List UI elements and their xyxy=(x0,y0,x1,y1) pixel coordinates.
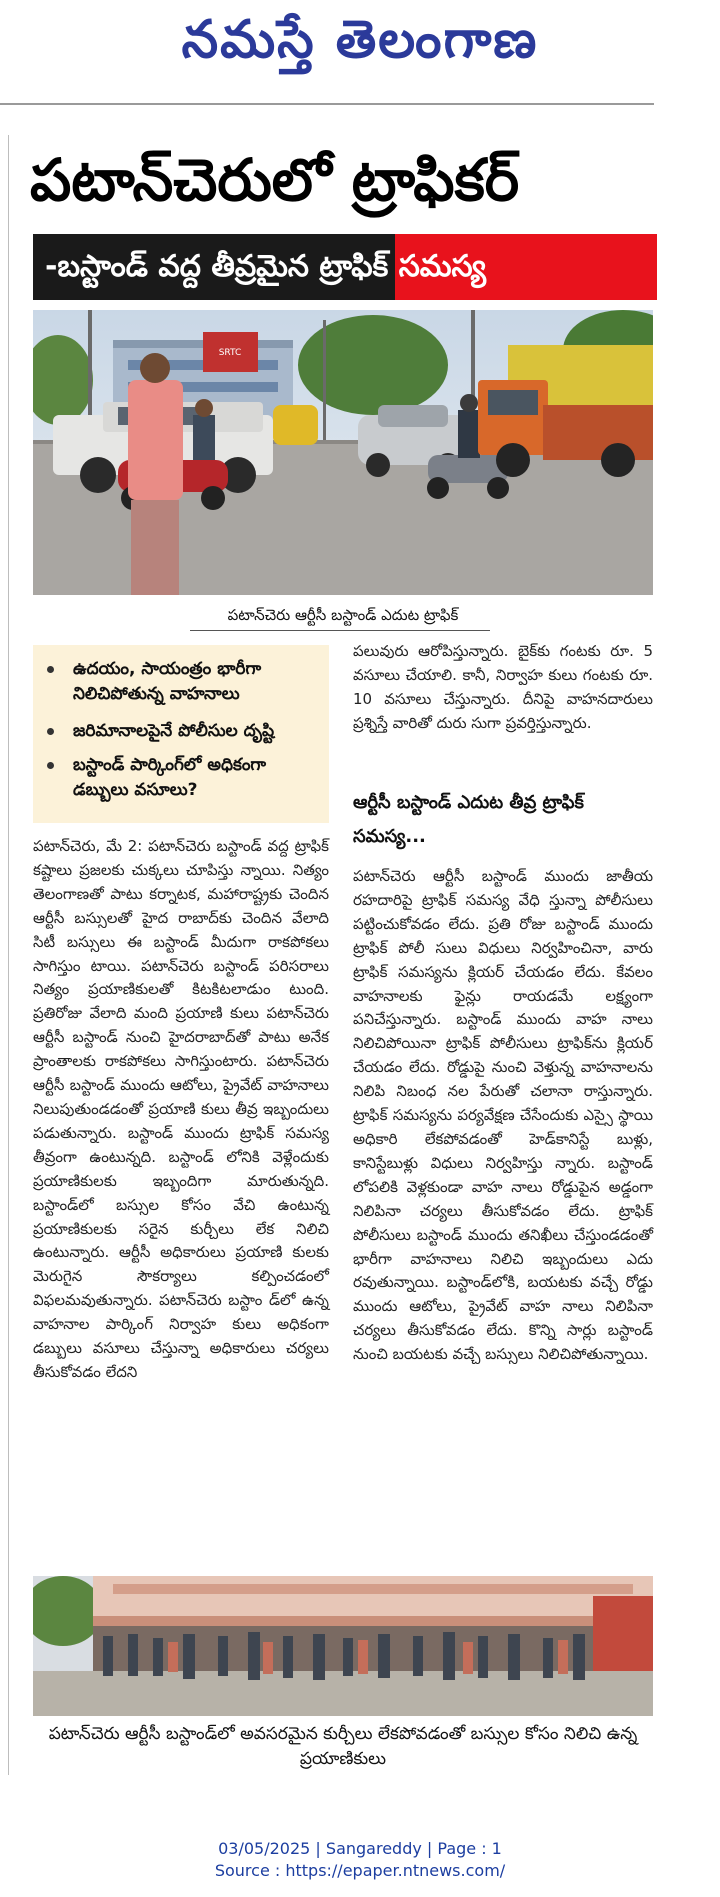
highlight-text: జరిమానాలపైనే పోలీసుల దృష్టి xyxy=(73,721,275,741)
article-right-column-top xyxy=(353,640,653,736)
traffic-photo xyxy=(33,310,653,595)
headline: పటాన్‌చెరులో ట్రాఫికర్ xyxy=(30,146,520,214)
bullet-icon xyxy=(47,762,54,769)
left-border-line xyxy=(8,135,9,1775)
photo2-caption: పటాన్‌చెరు ఆర్టీసీ బస్టాండ్‌లో అవసరమైన కుర్చీలు లేకపోవడంతో బస్సుల కోసం నిలిచి ఉన్న ప్రయాణికులు xyxy=(48,1724,638,1769)
highlight-text: ఉదయం, సాయంత్రం భారీగా నిలిచిపోతున్న వాహనాలు xyxy=(73,659,262,704)
bullet-icon xyxy=(47,728,54,735)
article-subtitle: ఆర్టీసీ బస్టాండ్ ఎదుట తీవ్ర ట్రాఫిక్ సమస్య... xyxy=(353,792,584,847)
caption1-underline xyxy=(190,630,490,631)
building-sign: SRTC xyxy=(218,348,242,358)
photo1-caption: పటాన్‌చెరు ఆర్టీసీ బస్టాండ్ ఎదుట ట్రాఫిక్ xyxy=(227,606,459,624)
masthead-divider xyxy=(0,103,654,105)
article-paragraph: పటాన్‌చెరు, మే 2: పటాన్‌చెరు బస్టాండ్ వద్ద ట్రాఫిక్ కష్టాలు ప్రజలకు చుక్కలు చూపిస్తు న్నాయి. నిత్యం తెలంగాణతో పాటు కర్నాటక, మహారాష్ట్రకు చెందిన ఆర్టీసీ బస్సులతో హైద రాబాద్‌కు చెందిన వేలాది సిటీ బస్సులు ఈ బస్టాండ్ మీదుగా రాకపోకలు సాగిస్తుం టాయి. పటాన్‌చెరు బస్టాండ్ పరిసరాలు నిత్యం ప్రయాణికులతో కిటకిటలాడుం టుంది. ప్రతిరోజు వేలాది మంది ప్రయాణి కులు పటాన్‌చెరు ఆర్టీసీ బస్టాండ్ నుంచి హైదరాబాద్‌తో పాటు అనేక ప్రాంతాలకు రాకపోకలు సాగిస్తుంటారు. పటాన్‌చెరు ఆర్టీసీ బస్టాండ్ ముందు ఆటోలు, ప్రైవేట్ వాహనాలు నిలుపుతుండడంతో ప్రయాణి కులు తీవ్ర ఇబ్బందులు పడుతున్నారు. బస్టాండ్ ముందు ట్రాఫిక్ సమస్య తీవ్రంగా ఉంటున్నది. బస్టాండ్ లోనికి వెళ్లేందుకు ప్రయాణికులకు ఇబ్బందిగా మారుతున్నది. బస్టాండ్‌లో బస్సుల కోసం వేచి ఉంటున్న ప్రయాణికులకు సరైన కుర్చీలు లేక నిలిచి ఉంటున్నారు. ఆర్టీసీ అధికారులు ప్రయాణి కులకు మెరుగైన సౌకర్యాలు కల్పించడంలో విఫలమవుతున్నారు. పటాన్‌చెరు బస్టాం డ్‌లో ఉన్న వాహనాల పార్కింగ్ నిర్వాహ కులు అధికంగా డబ్బులు వసూలు చేస్తున్నా అధికారులు చర్యలు తీసుకోవడం లేదని xyxy=(33,837,329,1381)
subheadline-banner xyxy=(33,234,657,300)
article-paragraph: పలువురు ఆరోపిస్తున్నారు. బైక్‌కు గంటకు రూ. 5 వసూలు చేయాలి. కానీ, నిర్వాహ కులు గంటకు రూ. 10 వసూలు చేస్తున్నారు. దీనిపై వాహనదారులు ప్రశ్నిస్తే వారితో దురు సుగా ప్రవర్తిస్తున్నారు. xyxy=(353,642,653,732)
article-right-column-bottom xyxy=(353,865,653,1367)
bullet-icon xyxy=(47,666,54,673)
highlights-box xyxy=(33,645,329,823)
bus-stand-photo xyxy=(33,1576,653,1716)
footer-source-link[interactable]: Source : https://epaper.ntnews.com/ xyxy=(214,1861,506,1880)
article-left-column xyxy=(33,835,329,1385)
subheadline-text: -బస్టాండ్ వద్ద తీవ్రమైన ట్రాఫిక్ సమస్య xyxy=(45,249,486,284)
footer xyxy=(0,1838,720,1882)
masthead-title: నమస్తే తెలంగాణ xyxy=(181,9,539,70)
footer-date-edition: 03/05/2025 | Sangareddy | Page : 1 xyxy=(218,1839,502,1858)
article-paragraph: పటాన్‌చెరు ఆర్టీసీ బస్టాండ్ ముందు జాతీయ రహదారిపై ట్రాఫిక్ సమస్య వేధి స్తున్నా పోలీసులు పట్టించుకోవడం లేదు. ప్రతి రోజు బస్టాండ్ ముందు ట్రాఫిక్ పోలీ సులు విధులు నిర్వహించినా, వారు ట్రాఫిక్ సమస్యను క్లియర్ చేయడం లేదు. కేవలం వాహనాలకు ఫైన్లు రాయడమే లక్ష్యంగా పనిచేస్తున్నారు. బస్టాండ్ ముందు వాహ నాలు నిలిచిపోయినా ట్రాఫిక్ పోలీసులు ట్రాఫిక్‌ను క్లియర్ చేయడం లేదు. రోడ్డుపై నుంచి వెళ్తున్న వాహనాలను నిలిపి నిబంధ నల పేరుతో చలానా రాస్తున్నారు. ట్రాఫిక్ సమస్యను పర్యవేక్షణ చేసేందుకు ఎస్సై స్థాయి అధికారి లేకపోవడంతో హెడ్‌కానిస్టే బుళ్లు, కానిస్టేబుళ్లు విధులు నిర్వహిస్తు న్నారు. బస్టాండ్ లోపలికి వెళ్లకుండా వాహ నాలు రోడ్డుపైన అడ్డంగా నిలిపినా చర్యలు తీసుకోవడం లేదు. ట్రాఫిక్ పోలీసులు బస్టాండ్ ముందు తనిఖీలు చేస్తుండడంతో భారీగా వాహనాలు నిలిచి ఇబ్బందులు ఎదు రవుతున్నాయి. బస్టాండ్‌లోకి, బయటకు వచ్చే రోడ్డు ముందు ఆటోలు, ప్రైవేట్ వాహ నాలు నిలిపినా చర్యలు తీసుకోవడం లేదు. కొన్ని సార్లు బస్టాండ్ నుంచి బయటకు వచ్చే బస్సులు నిలిచిపోతున్నాయి. xyxy=(353,867,653,1364)
masthead xyxy=(0,0,720,84)
highlight-text: బస్టాండ్ పార్కింగ్‌లో అధికంగా డబ్బులు వసూలు? xyxy=(73,755,267,800)
